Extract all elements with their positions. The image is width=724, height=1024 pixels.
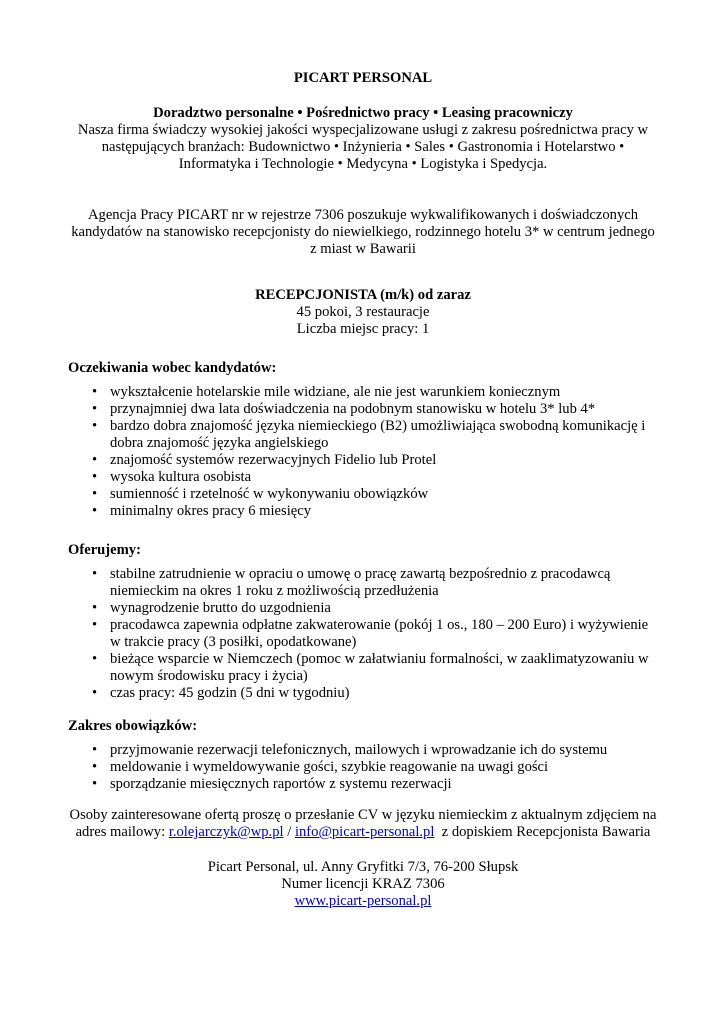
list-item: • sumienność i rzetelność w wykonywaniu obowiązków <box>110 486 658 503</box>
contact-paragraph <box>68 807 658 841</box>
contact-tail: z dopiskiem Recepcjonista Bawaria <box>441 824 651 840</box>
contact-lead: Osoby zainteresowane ofertą proszę o przesłanie CV w języku niemieckim z aktualnym zdjęciem na adres mailowy: <box>69 807 657 840</box>
email-link-info[interactable]: info@picart-personal.pl <box>294 824 435 840</box>
list-item: • czas pracy: 45 godzin (5 dni w tygodniu) <box>110 685 658 702</box>
footer-address: Picart Personal, ul. Anny Gryfitki 7/3, 76-200 Słupsk <box>207 859 519 875</box>
list-item: • bardzo dobra znajomość języka niemieckiego (B2) umożliwiająca swobodną komunikację i dobra znajomość języka angielskiego <box>110 418 658 452</box>
position-rooms: 45 pokoi, 3 restauracje <box>296 304 430 320</box>
requirements-heading: Oczekiwania wobec kandydatów: <box>68 360 277 376</box>
email-separator: / <box>287 824 292 840</box>
duties-heading: Zakres obowiązków: <box>68 718 198 734</box>
list-item: • wynagrodzenie brutto do uzgodnienia <box>110 600 658 617</box>
list-item: • sporządzanie miesięcznych raportów z systemu rezerwacji <box>110 776 658 793</box>
position-title: RECEPCJONISTA (m/k) od zaraz <box>255 287 471 303</box>
position-places: Liczba miejsc pracy: 1 <box>296 321 430 337</box>
list-item: • znajomość systemów rezerwacyjnych Fidelio lub Protel <box>110 452 658 469</box>
list-item: • bieżące wsparcie w Niemczech (pomoc w załatwianiu formalności, w zaaklimatyzowaniu w nowym środowisku pracy i życia) <box>110 651 658 685</box>
intro-text: Nasza firma świadczy wysokiej jakości wyspecjalizowane usługi z zakresu pośrednictwa pracy w następujących branżach: Budownictwo • Inżynieria • Sales • Gastronomia i Hotelarstwo • Informatyka i Technologie • Medycyna • Logistyka i Spedycja. <box>77 122 649 172</box>
tagline: Doradztwo personalne • Pośrednictwo pracy • Leasing pracowniczy <box>153 105 573 121</box>
footer-license: Numer licencji KRAZ 7306 <box>281 876 445 892</box>
list-item: • stabilne zatrudnienie w opraciu o umowę o pracę zawartą bezpośrednio z pracodawcą niemieckim na okres 1 roku z możliwością przedłużenia <box>110 566 658 600</box>
list-item: • wysoka kultura osobista <box>110 469 658 486</box>
website-link[interactable]: www.picart-personal.pl <box>294 893 432 909</box>
list-item: • przynajmniej dwa lata doświadczenia na podobnym stanowisku w hotelu 3* lub 4* <box>110 401 658 418</box>
agency-text: Agencja Pracy PICART nr w rejestrze 7306 poszukuje wykwalifikowanych i doświadczonych kandydatów na stanowisko recepcjonisty do niewielkiego, rodzinnego hotelu 3* w centrum jednego z miast w Bawarii <box>71 207 655 257</box>
list-item: • pracodawca zapewnia odpłatne zakwaterowanie (pokój 1 os., 180 – 200 Euro) i wyżywienie w trakcie pracy (3 posiłki, opodatkowane) <box>110 617 658 651</box>
list-item: • minimalny okres pracy 6 miesięcy <box>110 503 658 520</box>
duties-list <box>68 742 658 793</box>
email-link-olejarczyk[interactable]: r.olejarczyk@wp.pl <box>168 824 284 840</box>
list-item: • meldowanie i wymeldowywanie gości, szybkie reagowanie na uwagi gości <box>110 759 658 776</box>
list-item: • przyjmowanie rezerwacji telefonicznych, mailowych i wprowadzanie ich do systemu <box>110 742 658 759</box>
offer-heading: Oferujemy: <box>68 542 141 558</box>
list-item: • wykształcenie hotelarskie mile widziane, ale nie jest warunkiem koniecznym <box>110 384 658 401</box>
requirements-list <box>68 384 658 520</box>
offer-list <box>68 566 658 702</box>
company-title: PICART PERSONAL <box>293 70 433 86</box>
